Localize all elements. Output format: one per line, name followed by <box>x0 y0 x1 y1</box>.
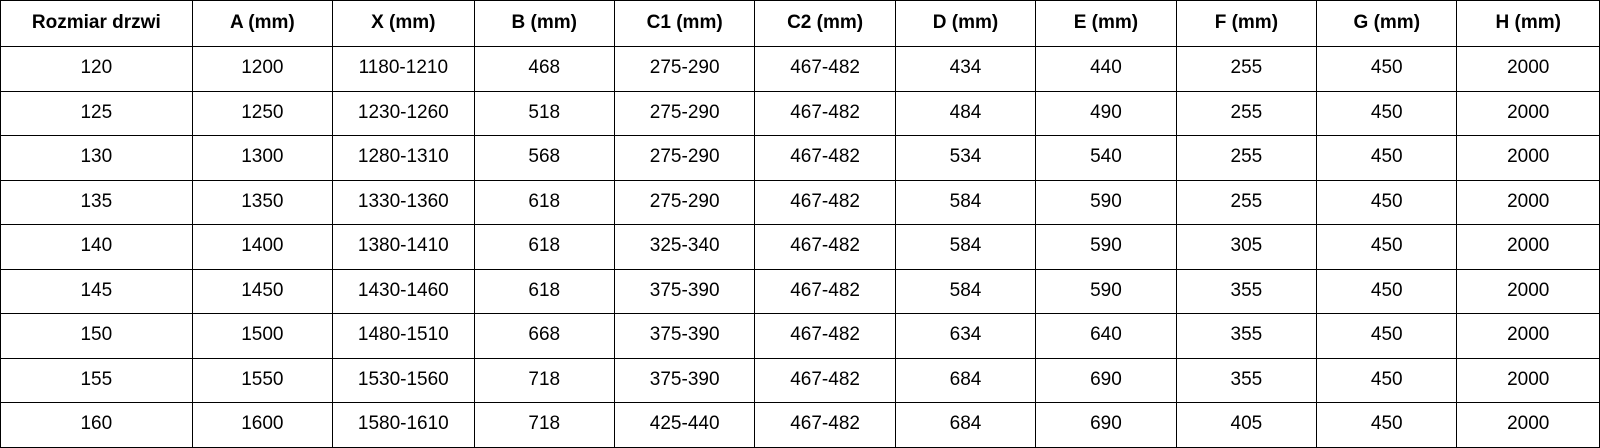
table-row <box>1 269 1600 314</box>
column-header-a: A (mm) <box>192 1 332 47</box>
cell-f: 255 <box>1176 136 1316 181</box>
cell-c2: 467-482 <box>755 358 895 403</box>
cell-a: 1300 <box>192 136 332 181</box>
table-row <box>1 314 1600 359</box>
cell-c2: 467-482 <box>755 314 895 359</box>
cell-e: 590 <box>1036 225 1176 270</box>
table-header <box>1 1 1600 47</box>
cell-a: 1250 <box>192 91 332 136</box>
cell-g: 450 <box>1317 269 1457 314</box>
cell-door-size: 135 <box>1 180 193 225</box>
cell-b: 618 <box>474 180 614 225</box>
cell-b: 518 <box>474 91 614 136</box>
table-body <box>1 47 1600 448</box>
cell-d: 684 <box>895 403 1035 448</box>
cell-x: 1230-1260 <box>333 91 474 136</box>
cell-h: 2000 <box>1457 91 1600 136</box>
cell-c1: 375-390 <box>614 314 754 359</box>
cell-x: 1330-1360 <box>333 180 474 225</box>
table-row <box>1 180 1600 225</box>
cell-b: 618 <box>474 225 614 270</box>
cell-g: 450 <box>1317 225 1457 270</box>
cell-b: 718 <box>474 403 614 448</box>
cell-h: 2000 <box>1457 314 1600 359</box>
table-row <box>1 403 1600 448</box>
cell-e: 490 <box>1036 91 1176 136</box>
cell-x: 1530-1560 <box>333 358 474 403</box>
cell-g: 450 <box>1317 314 1457 359</box>
cell-x: 1380-1410 <box>333 225 474 270</box>
cell-d: 584 <box>895 180 1035 225</box>
cell-h: 2000 <box>1457 269 1600 314</box>
cell-c1: 275-290 <box>614 136 754 181</box>
cell-c1: 375-390 <box>614 358 754 403</box>
cell-c2: 467-482 <box>755 180 895 225</box>
cell-x: 1430-1460 <box>333 269 474 314</box>
cell-c1: 275-290 <box>614 180 754 225</box>
column-header-f: F (mm) <box>1176 1 1316 47</box>
table-row <box>1 47 1600 92</box>
column-header-e: E (mm) <box>1036 1 1176 47</box>
cell-f: 255 <box>1176 47 1316 92</box>
table-row <box>1 225 1600 270</box>
cell-c2: 467-482 <box>755 91 895 136</box>
cell-b: 618 <box>474 269 614 314</box>
cell-door-size: 130 <box>1 136 193 181</box>
cell-e: 690 <box>1036 403 1176 448</box>
column-header-c1: C1 (mm) <box>614 1 754 47</box>
cell-f: 355 <box>1176 269 1316 314</box>
cell-c1: 275-290 <box>614 47 754 92</box>
column-header-d: D (mm) <box>895 1 1035 47</box>
cell-g: 450 <box>1317 403 1457 448</box>
cell-h: 2000 <box>1457 47 1600 92</box>
cell-c1: 425-440 <box>614 403 754 448</box>
cell-d: 584 <box>895 225 1035 270</box>
cell-a: 1600 <box>192 403 332 448</box>
column-header-c2: C2 (mm) <box>755 1 895 47</box>
cell-b: 568 <box>474 136 614 181</box>
cell-door-size: 155 <box>1 358 193 403</box>
cell-d: 434 <box>895 47 1035 92</box>
cell-d: 684 <box>895 358 1035 403</box>
cell-a: 1450 <box>192 269 332 314</box>
table-row <box>1 358 1600 403</box>
cell-c2: 467-482 <box>755 47 895 92</box>
cell-x: 1180-1210 <box>333 47 474 92</box>
cell-door-size: 160 <box>1 403 193 448</box>
cell-g: 450 <box>1317 47 1457 92</box>
column-header-b: B (mm) <box>474 1 614 47</box>
cell-a: 1500 <box>192 314 332 359</box>
cell-g: 450 <box>1317 91 1457 136</box>
column-header-door-size: Rozmiar drzwi <box>1 1 193 47</box>
cell-f: 255 <box>1176 91 1316 136</box>
cell-a: 1400 <box>192 225 332 270</box>
cell-x: 1580-1610 <box>333 403 474 448</box>
cell-e: 590 <box>1036 180 1176 225</box>
cell-h: 2000 <box>1457 225 1600 270</box>
cell-c2: 467-482 <box>755 403 895 448</box>
cell-e: 440 <box>1036 47 1176 92</box>
cell-c2: 467-482 <box>755 136 895 181</box>
cell-d: 584 <box>895 269 1035 314</box>
cell-h: 2000 <box>1457 403 1600 448</box>
cell-f: 405 <box>1176 403 1316 448</box>
cell-b: 718 <box>474 358 614 403</box>
cell-g: 450 <box>1317 136 1457 181</box>
table-row <box>1 91 1600 136</box>
cell-c2: 467-482 <box>755 225 895 270</box>
cell-b: 668 <box>474 314 614 359</box>
cell-a: 1200 <box>192 47 332 92</box>
cell-door-size: 120 <box>1 47 193 92</box>
cell-e: 690 <box>1036 358 1176 403</box>
column-header-x: X (mm) <box>333 1 474 47</box>
cell-b: 468 <box>474 47 614 92</box>
cell-x: 1480-1510 <box>333 314 474 359</box>
cell-c1: 375-390 <box>614 269 754 314</box>
table-header-row <box>1 1 1600 47</box>
cell-c2: 467-482 <box>755 269 895 314</box>
cell-f: 355 <box>1176 314 1316 359</box>
cell-e: 640 <box>1036 314 1176 359</box>
cell-e: 540 <box>1036 136 1176 181</box>
cell-a: 1550 <box>192 358 332 403</box>
cell-d: 484 <box>895 91 1035 136</box>
table-row <box>1 136 1600 181</box>
cell-h: 2000 <box>1457 136 1600 181</box>
cell-d: 534 <box>895 136 1035 181</box>
cell-door-size: 125 <box>1 91 193 136</box>
cell-g: 450 <box>1317 358 1457 403</box>
cell-f: 355 <box>1176 358 1316 403</box>
column-header-g: G (mm) <box>1317 1 1457 47</box>
cell-door-size: 145 <box>1 269 193 314</box>
cell-door-size: 150 <box>1 314 193 359</box>
cell-a: 1350 <box>192 180 332 225</box>
cell-h: 2000 <box>1457 358 1600 403</box>
cell-door-size: 140 <box>1 225 193 270</box>
cell-x: 1280-1310 <box>333 136 474 181</box>
cell-g: 450 <box>1317 180 1457 225</box>
cell-d: 634 <box>895 314 1035 359</box>
cell-f: 305 <box>1176 225 1316 270</box>
column-header-h: H (mm) <box>1457 1 1600 47</box>
cell-e: 590 <box>1036 269 1176 314</box>
cell-f: 255 <box>1176 180 1316 225</box>
cell-c1: 275-290 <box>614 91 754 136</box>
cell-h: 2000 <box>1457 180 1600 225</box>
cell-c1: 325-340 <box>614 225 754 270</box>
